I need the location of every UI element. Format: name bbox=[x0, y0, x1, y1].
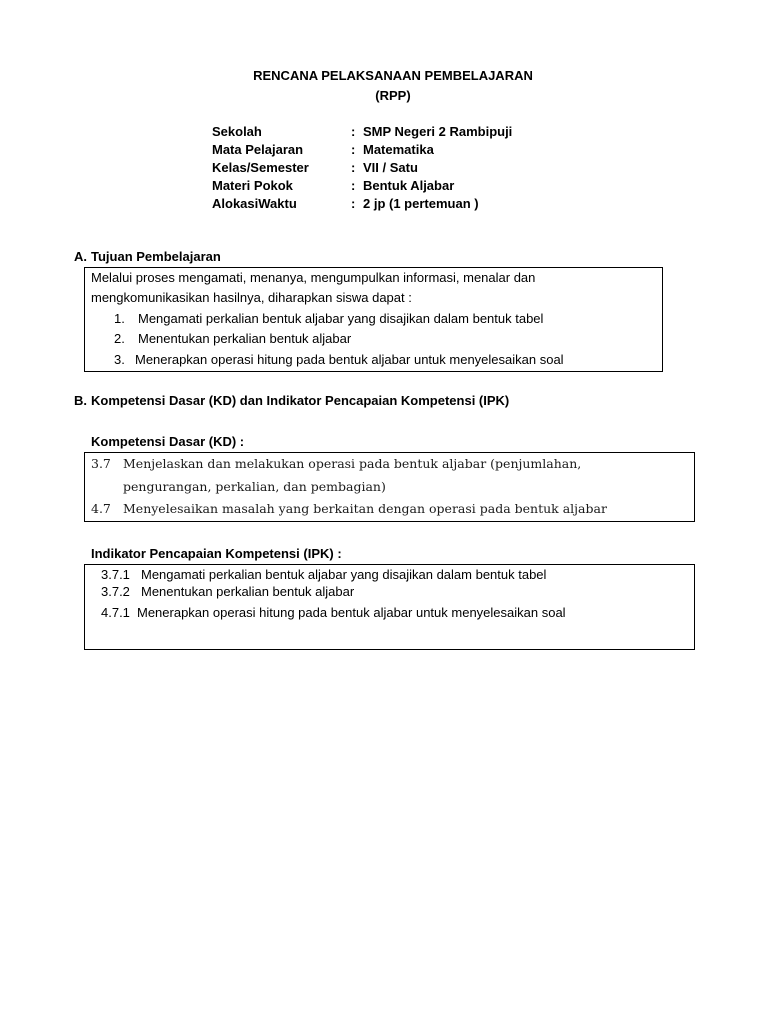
kd-number: 4.7 bbox=[91, 501, 111, 516]
identity-label: AlokasiWaktu bbox=[212, 196, 297, 211]
identity-value: VII / Satu bbox=[363, 160, 418, 175]
section-b-heading: Kompetensi Dasar (KD) dan Indikator Pencapaian Kompetensi (IPK) bbox=[91, 393, 510, 408]
objective-number: 2. bbox=[114, 331, 125, 346]
objective-text: Menentukan perkalian bentuk aljabar bbox=[138, 331, 352, 346]
identity-colon: : bbox=[351, 160, 356, 175]
kd-heading: Kompetensi Dasar (KD) : bbox=[91, 434, 245, 449]
kd-text-continued: pengurangan, perkalian, dan pembagian) bbox=[123, 479, 386, 494]
ipk-text: Mengamati perkalian bentuk aljabar yang disajikan dalam bentuk tabel bbox=[141, 567, 547, 582]
identity-label: Materi Pokok bbox=[212, 178, 293, 193]
identity-value: 2 jp (1 pertemuan ) bbox=[363, 196, 479, 211]
identity-colon: : bbox=[351, 124, 356, 139]
identity-colon: : bbox=[351, 142, 356, 157]
section-a-heading: Tujuan Pembelajaran bbox=[91, 249, 221, 264]
kd-text: Menyelesaikan masalah yang berkaitan dengan operasi pada bentuk aljabar bbox=[123, 501, 607, 516]
objective-number: 3. bbox=[114, 352, 125, 367]
ipk-number: 3.7.1 bbox=[101, 567, 130, 582]
identity-colon: : bbox=[351, 178, 356, 193]
identity-value: SMP Negeri 2 Rambipuji bbox=[363, 124, 513, 139]
identity-label: Kelas/Semester bbox=[212, 160, 309, 175]
ipk-text: Menentukan perkalian bentuk aljabar bbox=[141, 584, 355, 599]
identity-colon: : bbox=[351, 196, 356, 211]
ipk-number: 4.7.1 bbox=[101, 605, 130, 620]
section-b-letter: B. bbox=[74, 393, 87, 408]
ipk-box bbox=[84, 564, 695, 650]
objective-number: 1. bbox=[114, 311, 125, 326]
objective-text: Menerapkan operasi hitung pada bentuk aljabar untuk menyelesaikan soal bbox=[135, 352, 564, 367]
identity-label: Sekolah bbox=[212, 124, 262, 139]
objectives-intro-line1: Melalui proses mengamati, menanya, mengumpulkan informasi, menalar dan bbox=[91, 270, 536, 285]
objectives-box bbox=[84, 267, 663, 372]
ipk-text: Menerapkan operasi hitung pada bentuk aljabar untuk menyelesaikan soal bbox=[137, 605, 566, 620]
identity-value: Bentuk Aljabar bbox=[363, 178, 455, 193]
section-a-letter: A. bbox=[74, 249, 87, 264]
ipk-number: 3.7.2 bbox=[101, 584, 130, 599]
identity-value: Matematika bbox=[363, 142, 434, 157]
objectives-intro-line2: mengkomunikasikan hasilnya, diharapkan siswa dapat : bbox=[91, 290, 412, 305]
document-title: RENCANA PELAKSANAAN PEMBELAJARAN bbox=[253, 68, 533, 83]
identity-label: Mata Pelajaran bbox=[212, 142, 304, 157]
document-subtitle: (RPP) bbox=[375, 88, 411, 103]
kd-number: 3.7 bbox=[91, 456, 111, 471]
kd-text: Menjelaskan dan melakukan operasi pada bentuk aljabar (penjumlahan, bbox=[123, 456, 582, 471]
kd-box bbox=[84, 452, 695, 522]
objective-text: Mengamati perkalian bentuk aljabar yang disajikan dalam bentuk tabel bbox=[138, 311, 544, 326]
ipk-heading: Indikator Pencapaian Kompetensi (IPK) : bbox=[91, 546, 342, 561]
